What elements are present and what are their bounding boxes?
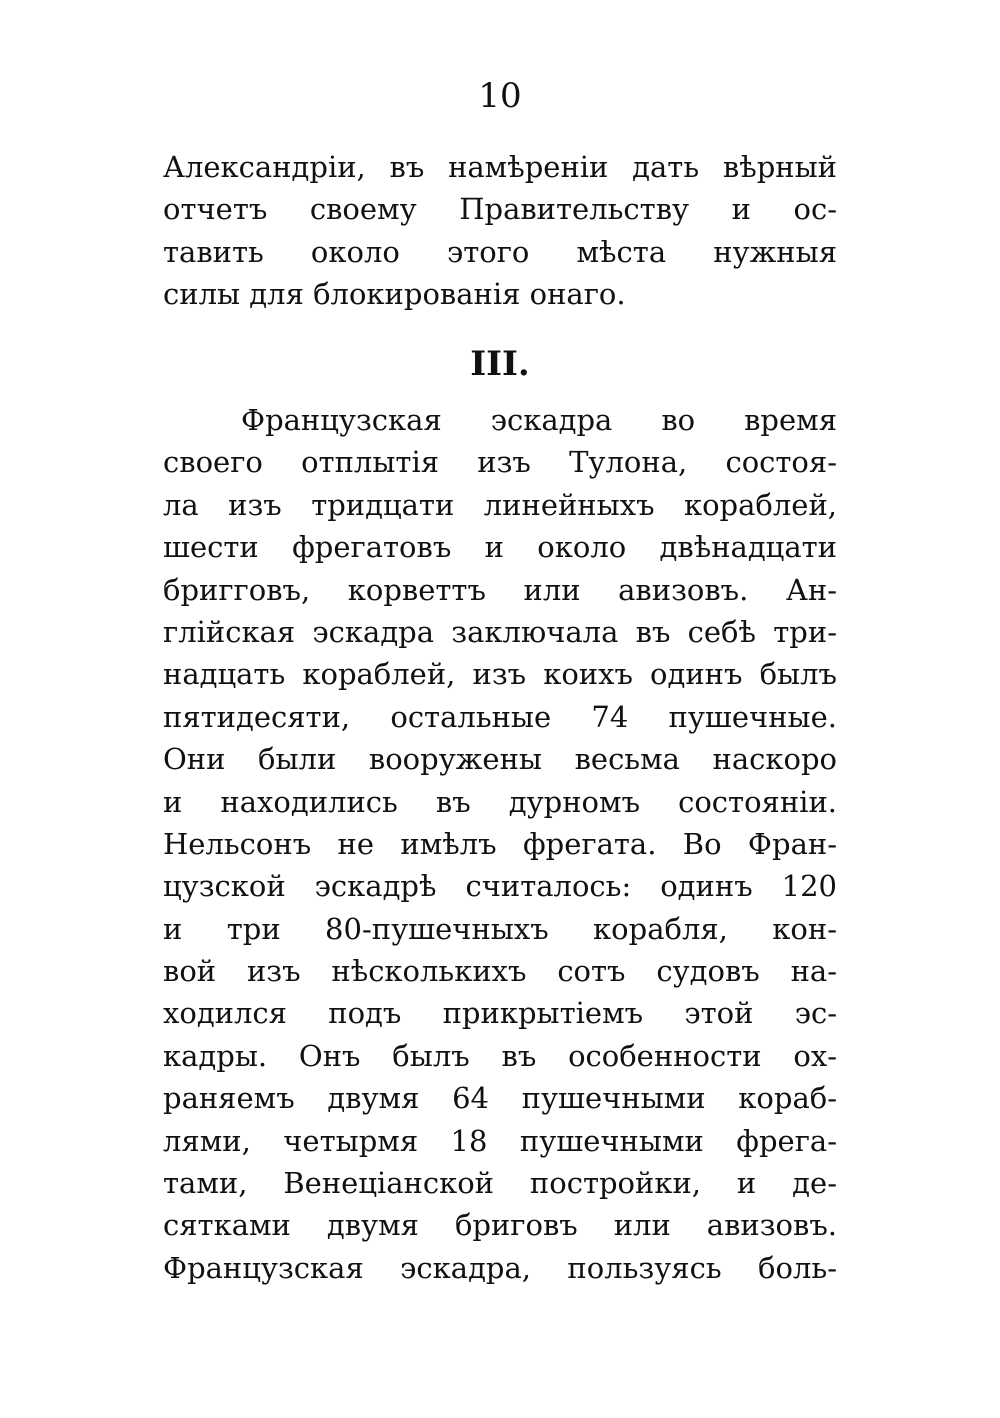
text-line: Александріи, въ намѣреніи дать вѣрный [163,150,837,184]
text-line: силы для блокированія онаго. [163,277,626,312]
text-line: отчетъ своему Правительству и ос- [163,192,837,227]
paragraph-body [163,399,837,1289]
text-line: ла изъ тридцати линейныхъ кораблей, [163,487,837,522]
text-line: шести фрегатовъ и около двѣнадцати [163,530,837,565]
text-line: надцать кораблей, изъ коихъ одинъ былъ [163,657,837,692]
text-line: и три 80-пушечныхъ корабля, кон- [163,911,837,946]
text-line: глійская эскадра заключала въ себѣ три- [163,614,837,649]
text-line: ходился подъ прикрытіемъ этой эс- [163,996,837,1031]
text-line: своего отплытія изъ Тулона, состоя- [163,445,837,480]
text-line: сятками двумя бриговъ или авизовъ. [163,1208,837,1243]
text-line: бригговъ, корветтъ или авизовъ. Ан- [163,572,837,607]
text-line: Французская эскадра во время [241,403,837,437]
text-line: пятидесяти, остальные 74 пушечные. [163,699,837,734]
paragraph-continuation [163,146,837,316]
text-line: раняемъ двумя 64 пушечными кораб- [163,1081,837,1116]
text-line: Они были вооружены весьма наскоро [163,742,837,777]
text-line: Нельсонъ не имѣлъ фрегата. Во Фран- [163,826,837,861]
text-line: цузской эскадрѣ считалось: одинъ 120 [163,869,837,904]
text-line: тавить около этого мѣста нужныя [163,234,837,269]
section-heading: III. [470,344,530,384]
text-line: лями, четырмя 18 пушечными фрега- [163,1123,837,1158]
text-line: вой изъ нѣсколькихъ сотъ судовъ на- [163,954,837,989]
text-line: и находились въ дурномъ состояніи. [163,784,837,819]
text-line: кадры. Онъ былъ въ особенности ох- [163,1038,837,1073]
text-line: тами, Венеціанской постройки, и де- [163,1166,837,1201]
text-line: Французская эскадра, пользуясь боль- [163,1250,837,1285]
page-number: 10 [478,76,522,116]
